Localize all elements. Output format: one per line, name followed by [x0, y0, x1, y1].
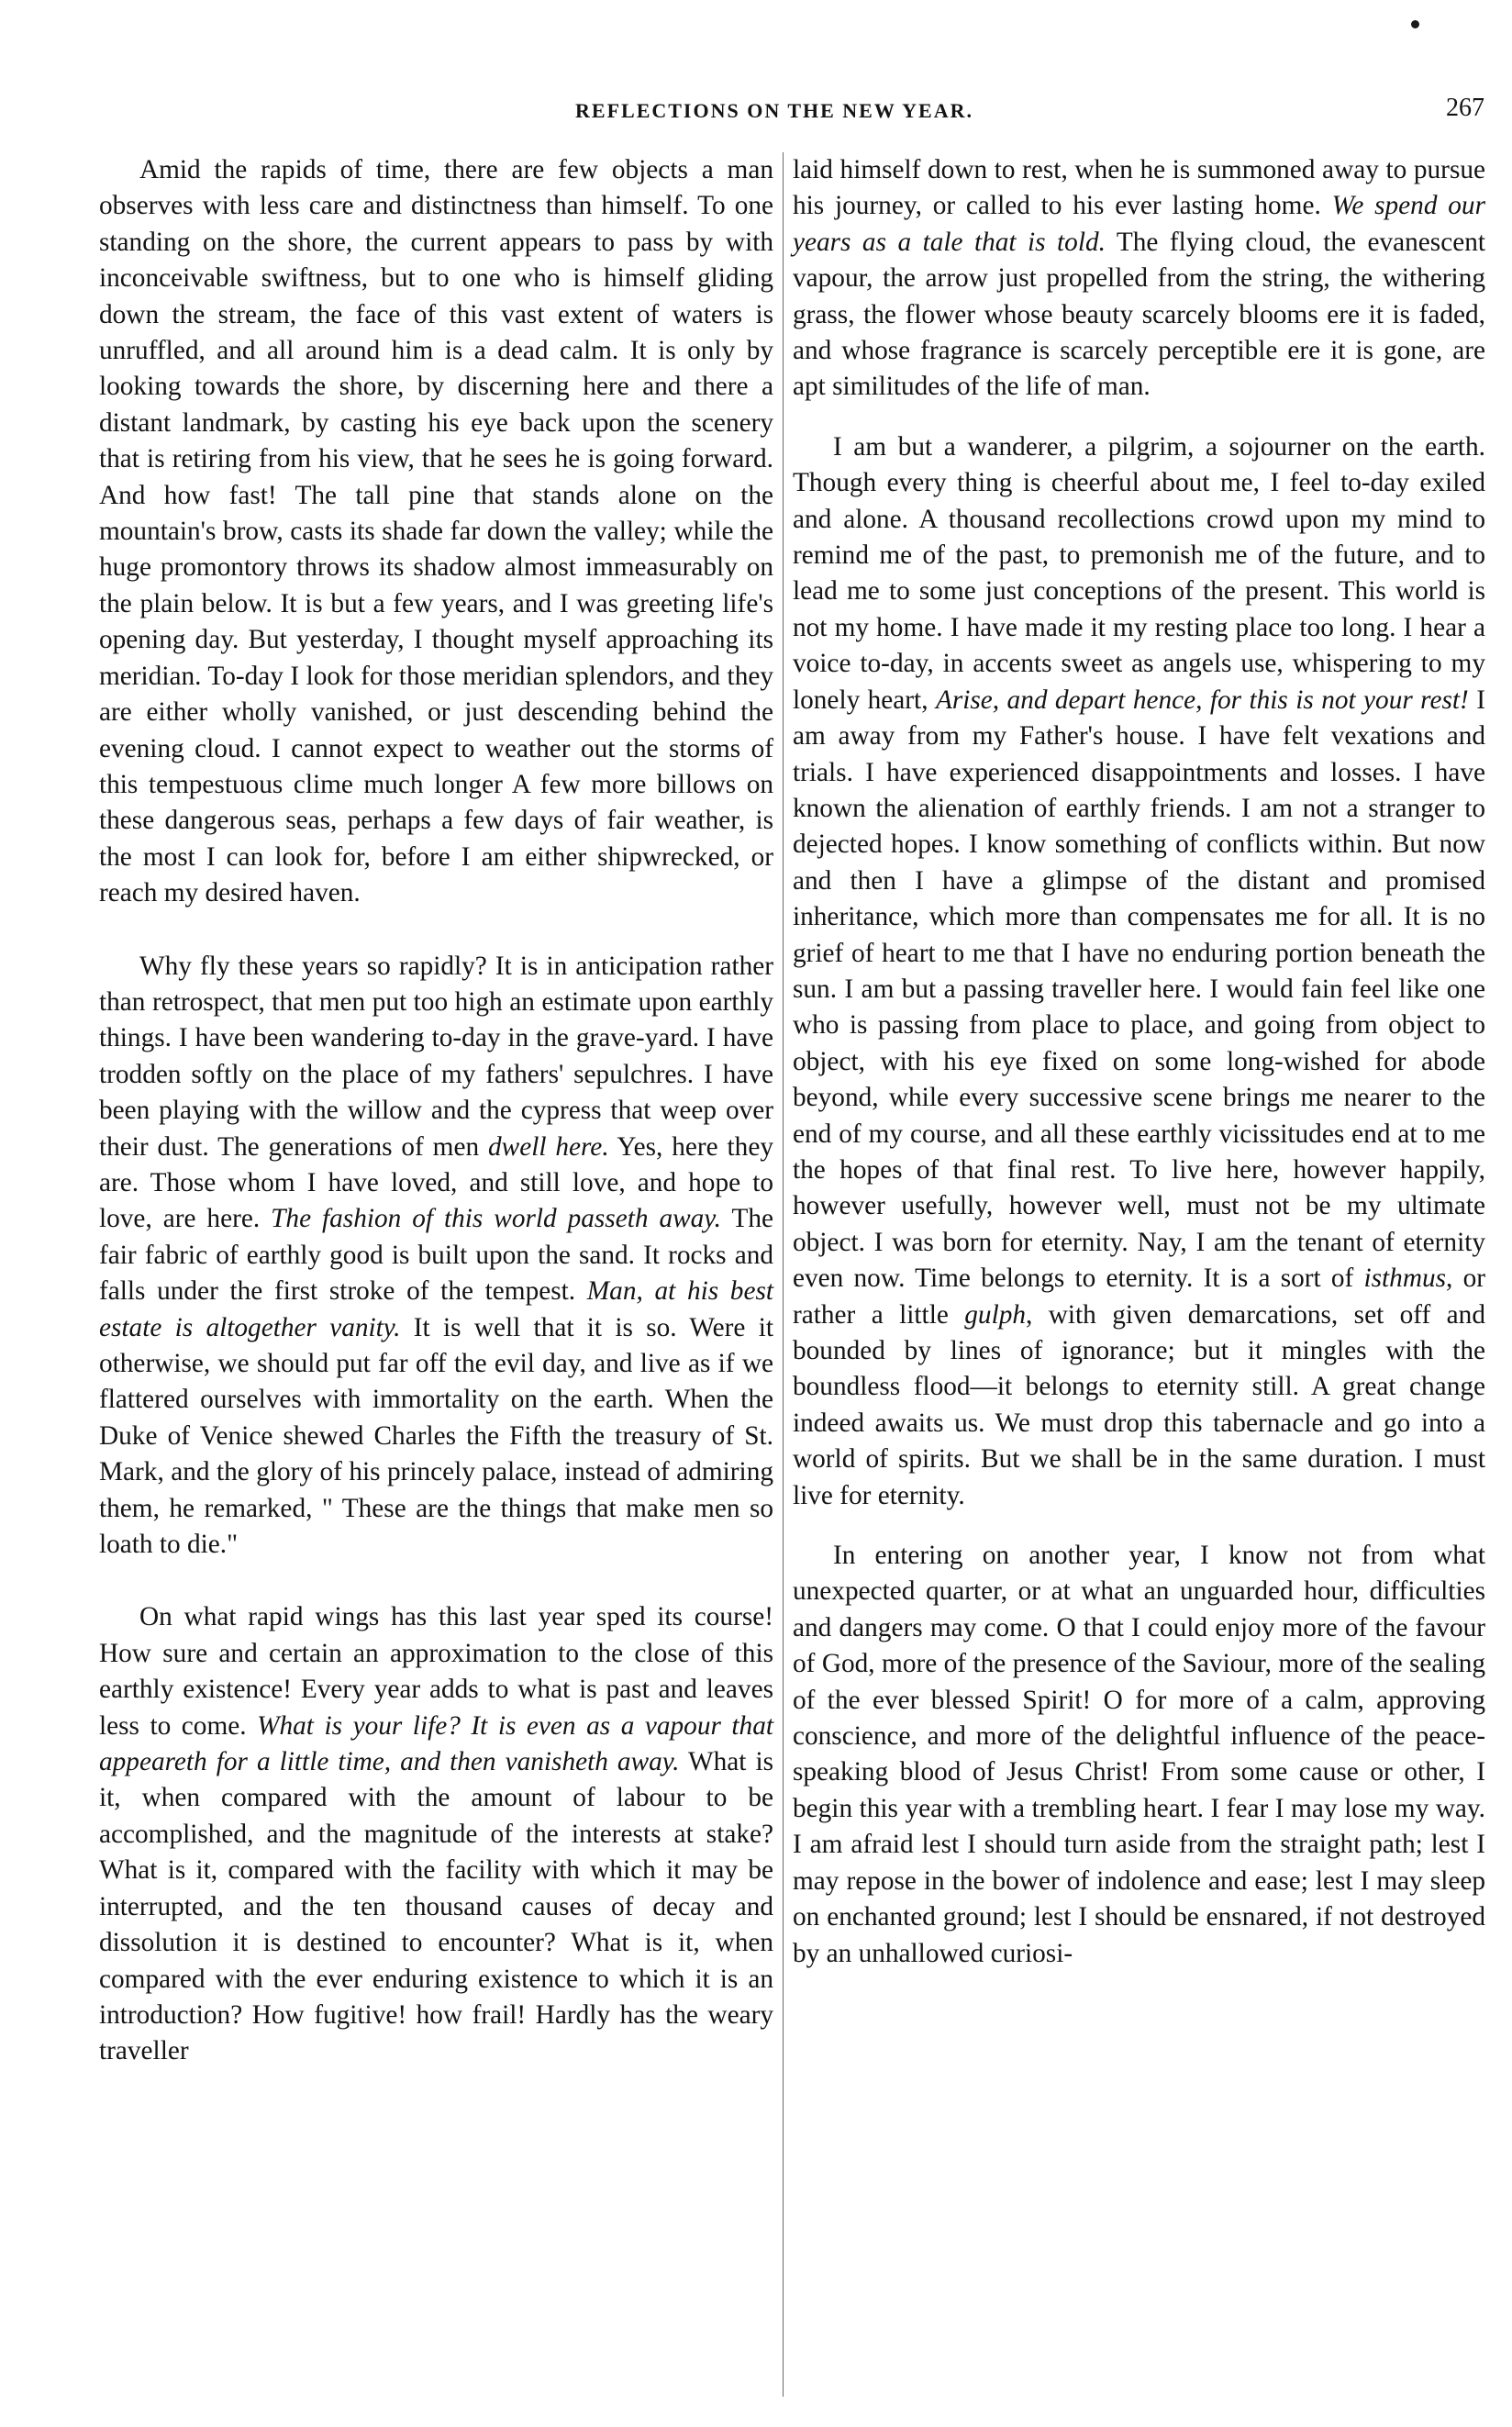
text-run: I am but a wanderer, a pilgrim, a sojourner on the earth. Though every thing is cheerful about me, I feel to-day exiled and alone. A thousand recollections crowd upon my mind to remind me of the past, to premonish me of the future, and to lead me to some just conceptions of the present. This world is not my home. I have made it my resting place too long. I hear a voice to-day, in accents sweet as angels use, whispering to my lonely heart,: [793, 431, 1485, 715]
paragraph-grave-yard: [99, 949, 773, 1564]
italic-run: Arise, and depart hence, for this is not your rest!: [935, 685, 1469, 715]
italic-run: isthmus: [1363, 1264, 1447, 1294]
text-run: What is it, when compared with the amount of labour to be accomplished, and the magnitude of the interests at stake? What is it, compared with the facility with which it may be interrupted, and the ten thousand causes of decay and dissolution it is destined to encounter? What is it, when compared with the ever enduring existence to which it is an introduction? How fugitive! how frail! Hardly has the weary traveller: [99, 1747, 773, 2066]
text-run: Why fly these years so rapidly? It is in anticipation rather than retrospect, that men put too high an estimate upon earthly things. I have been wandering to-day in the grave-yard. I have trodden softly on the place of my fathers' sepulchres. I have been playing with the willow and the cypress that weep over their dust. The generations of men: [99, 951, 773, 1162]
ink-speck: [1411, 20, 1419, 28]
page-number: 267: [1446, 94, 1484, 122]
paragraph-pilgrim: [793, 429, 1485, 1514]
text-run: , with given demarcations, set off and bounded by lines of ignorance; but it mingles with the boundless flood—it belongs to eternity still. A great change indeed awaits us. We must drop this tabernacle and go into a world of spirits. But we shall be in the same duration. I must live for eternity.: [793, 1299, 1485, 1510]
paragraph-time-rapids: Amid the rapids of time, there are few objects a man observes with less care and distinctness than himself. To one standing on the shore, the current appears to pass by with inconceivable swiftness, but to one who is himself gliding down the stream, the face of this vast extent of waters is unruffled, and all around him is a dead calm. It is only by looking towards the shore, by discerning here and there a distant landmark, by casting his eye back upon the scenery that is retiring from his view, that he sees he is going forward. And how fast! The tall pine that stands alone on the mountain's brow, casts its shade far down the valley; while the huge promontory throws its shadow almost immeasurably on the plain below. It is but a few years, and I was greeting life's opening day. But yesterday, I thought myself approaching its meridian. To-day I look for those meridian splendors, and they are either wholly vanished, or just descending behind the evening cloud. I cannot expect to weather out the storms of this tempestuous clime much longer A few more billows on these dangerous seas, perhaps a few days of fair weather, is the most I can look for, before I am either shipwrecked, or reach my desired haven.: [99, 155, 773, 908]
italic-run: dwell here.: [488, 1131, 609, 1162]
running-title: REFLECTIONS ON THE NEW YEAR.: [575, 99, 973, 122]
italic-run: Man, at his best estate is altogether vanity.: [99, 1276, 774, 1342]
text-run: laid himself down to rest, when he is summoned away to pursue his journey, or called to his ever lasting home.: [793, 155, 1485, 221]
italic-run: The fashion of this world passeth away.: [271, 1204, 722, 1234]
text-run: , or rather a little: [793, 1264, 1485, 1330]
column-divider: [783, 152, 784, 2397]
paragraph-rapid-wings: [99, 1599, 773, 2069]
text-run: It is well that it is so. Were it otherwise, we should put far off the evil day, and live as if we flattered ourselves with immortality on the earth. When the Duke of Venice shewed Charles the Fifth the treasury of St. Mark, and the glory of his princely palace, instead of admiring them, he remarked, " These are the things that make men so loath to die.": [99, 1312, 773, 1560]
text-run: The flying cloud, the evanescent vapour, the arrow just propelled from the string, the withering grass, the flower whose beauty scarcely blooms ere it is faded, and whose fragrance is scarcely perceptible ere it is gone, are apt similitudes of the life of man.: [793, 227, 1485, 402]
right-column: [793, 152, 1485, 1972]
paragraph-continued: [793, 152, 1485, 406]
italic-run: gulph: [964, 1299, 1026, 1330]
text-run: I am away from my Father's house. I have felt vexations and trials. I have experienced disappointments and losses. I have known the alienation of earthly friends. I am not a stranger to dejected hopes. I know something of conflicts within. But now and then I have a glimpse of the distant and promised inheritance, which more than compensates me for all. It is no grief of heart to me that I have no enduring portion beneath the sun. I am but a passing traveller here. I would fain feel like one who is passing from place to place, and going from object to object, with his eye fixed on some long-wished for abode beyond, while every successive scene brings me nearer to the end of my course, and all these earthly vicissitudes end at to me the hopes of that final rest. To live here, however happily, however usefully, however well, must not be my ultimate object. I was born for eternity. Nay, I am the tenant of eternity even now. Time belongs to eternity. It is a sort of: [793, 685, 1485, 1294]
left-column: [99, 152, 773, 2070]
paragraph-another-year: In entering on another year, I know not from what unexpected quarter, or at what an unguarded hour, difficulties and dangers may come. O that I could enjoy more of the favour of God, more of the presence of the Saviour, more of the sealing of the ever blessed Spirit! O for more of a calm, approving conscience, and more of the delightful influence of the peace-speaking blood of Jesus Christ! From some cause or other, I begin this year with a trembling heart. I fear I may lose my way. I am afraid lest I should turn aside from the straight path; lest I may repose in the bower of indolence and ease; lest I may sleep on enchanted ground; lest I should be ensnared, if not destroyed by an unhallowed curiosi-: [793, 1541, 1485, 1968]
italic-run: We spend our years as a tale that is told.: [793, 191, 1485, 257]
running-head: [0, 94, 1512, 130]
text-run: The fair fabric of earthly good is built upon the sand. It rocks and falls under the first stroke of the tempest.: [99, 1204, 773, 1307]
text-run: Yes, here they are. Those whom I have loved, and still love, and hope to love, are here.: [99, 1131, 773, 1234]
italic-run: What is your life? It is even as a vapour that appeareth for a little time, and then vanisheth away.: [99, 1710, 773, 1777]
text-run: On what rapid wings has this last year sped its course! How sure and certain an approximation to the close of this earthly existence! Every year adds to what is past and leaves less to come.: [99, 1602, 773, 1741]
